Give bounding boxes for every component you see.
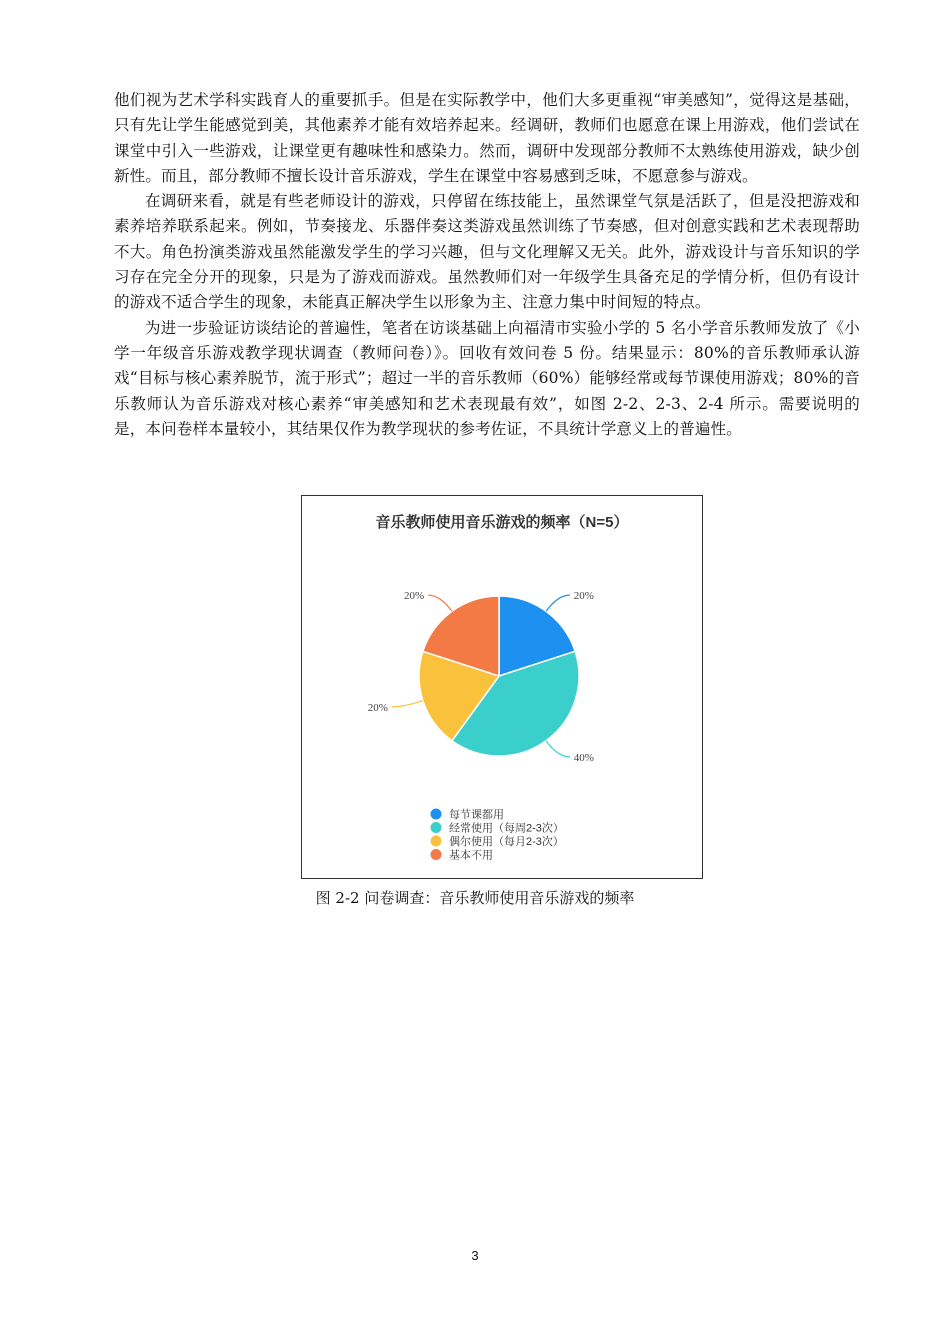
- legend-label-2: 经常使用（每周2-3次）: [449, 822, 564, 835]
- paragraph-3: 为进一步验证访谈结论的普遍性，笔者在访谈基础上向福清市实验小学的 5 名小学音乐教师发放了《小学一年级音乐游戏教学现状调查（教师问卷）》。回收有效问卷 5 份。结果显示：80%的音乐教师承认游戏“目标与核心素养脱节，流于形式”；超过一半的音乐教师（60%）能够经常或每节课使用游戏；80%的音乐教师认为音乐游戏对核心素养“审美感知和艺术表现最有效”，如图 2-2、2-3、2-4 所示。需要说明的是，本问卷样本量较小，其结果仅作为教学现状的参考佐证，不具统计学意义上的普遍性。: [114, 318, 860, 438]
- legend-swatch-1: [431, 809, 442, 820]
- leader-line-4: [428, 595, 452, 611]
- data-label-2: 40%: [573, 751, 594, 764]
- leader-line-2: [546, 741, 570, 757]
- figure-caption: 图 2-2 问卷调查：音乐教师使用音乐游戏的频率: [315, 889, 635, 907]
- legend-swatch-2: [431, 822, 442, 833]
- body-text: [114, 88, 860, 442]
- legend-label-4: 基本不用: [449, 849, 493, 862]
- legend-label-1: 每节课都用: [449, 809, 504, 821]
- paragraph-1: 他们视为艺术学科实践育人的重要抓手。但是在实际教学中，他们大多更重视“审美感知”，觉得这是基础，只有先让学生能感觉到美，其他素养才能有效培养起来。经调研，教师们也愿意在课上用游戏，他们尝试在课堂中引入一些游戏，让课堂更有趣味性和感染力。然而，调研中发现部分教师不太熟练使用游戏，缺少创新性。而且，部分教师不擅长设计音乐游戏，学生在课堂中容易感到乏味，不愿意参与游戏。: [114, 91, 860, 185]
- chart-title: 音乐教师使用音乐游戏的频率（N=5）: [375, 514, 629, 531]
- data-label-4: 20%: [404, 590, 425, 603]
- pie-chart: [302, 496, 702, 878]
- paragraph-2: 在调研来看，就是有些老师设计的游戏，只停留在练技能上，虽然课堂气氛是活跃了，但是没把游戏和素养培养联系起来。例如，节奏接龙、乐器伴奏这类游戏虽然训练了节奏感，但对创意实践和艺术表现帮助不大。角色扮演类游戏虽然能激发学生的学习兴趣，但与文化理解又无关。此外，游戏设计与音乐知识的学习存在完全分开的现象，只是为了游戏而游戏。虽然教师们对一年级学生具备充足的学情分析，但仍有设计的游戏不适合学生的现象，未能真正解决学生以形象为主、注意力集中时间短的特点。: [114, 192, 860, 312]
- leader-line-3: [392, 701, 423, 707]
- data-label-1: 20%: [573, 590, 594, 603]
- legend-swatch-3: [431, 836, 442, 847]
- figure-2-2: [301, 495, 703, 879]
- leader-line-1: [546, 595, 570, 611]
- legend-label-3: 偶尔使用（每月2-3次）: [449, 836, 564, 848]
- data-label-3: 20%: [367, 701, 388, 714]
- page-number: 3: [471, 1248, 479, 1263]
- legend-swatch-4: [431, 849, 442, 860]
